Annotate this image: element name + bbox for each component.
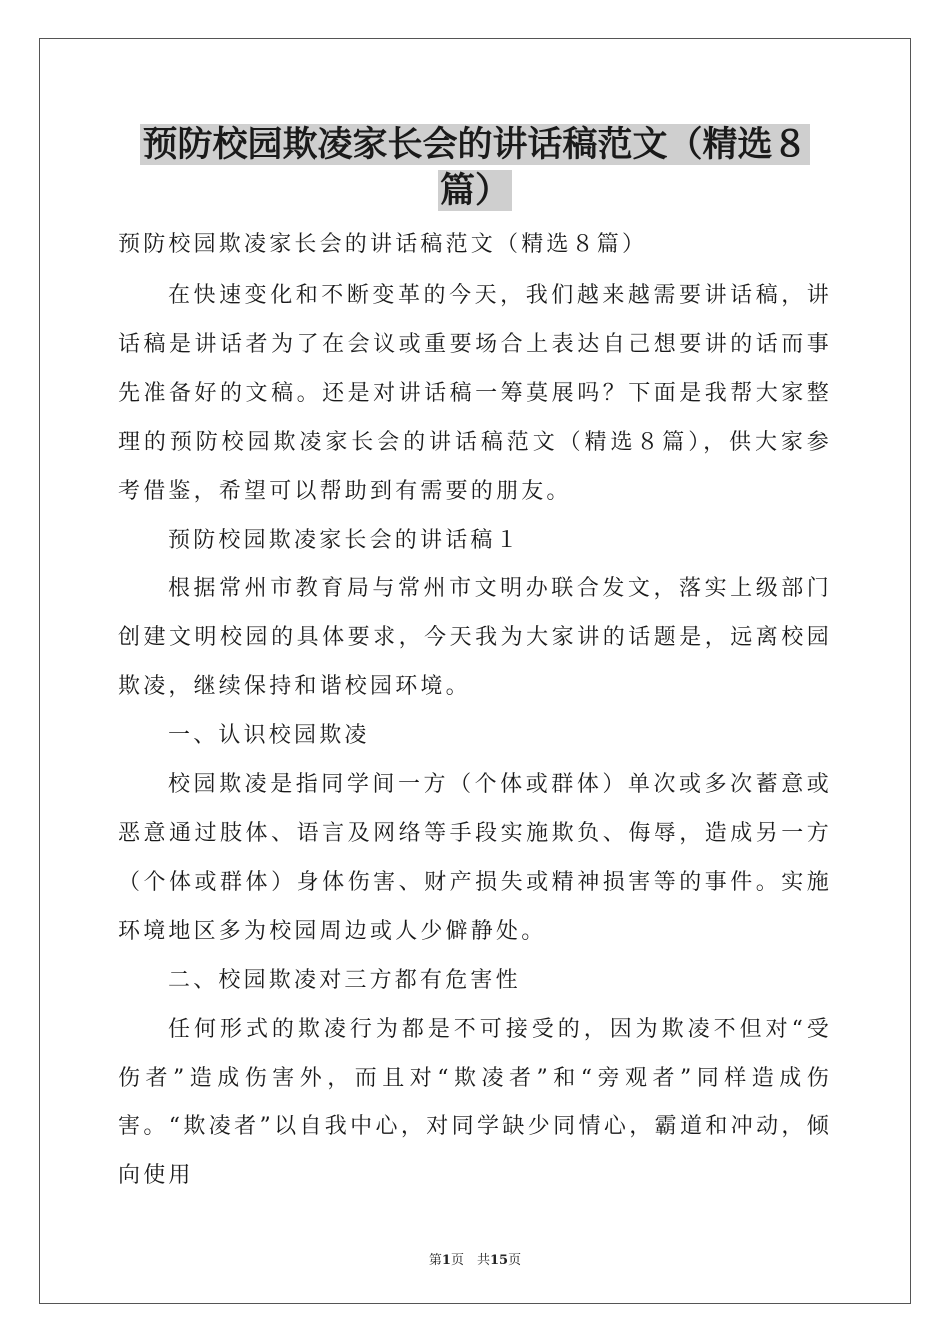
body-paragraph: 校园欺凌是指同学间一方（个体或群体）单次或多次蓄意或恶意通过肢体、语言及网络等手段实施欺负、侮辱，造成另一方（个体或群体）身体伤害、财产损失或精神损害等的事件。实施环境地区多为校园周边或人少僻静处。 xyxy=(118,772,832,944)
subtitle-paragraph: 预防校园欺凌家长会的讲话稿范文（精选８篇） xyxy=(118,232,648,257)
footer-mid: 页 共 xyxy=(450,1253,490,1268)
section-heading-speech-1: 预防校园欺凌家长会的讲话稿１ xyxy=(168,527,521,553)
intro-paragraph: 在快速变化和不断变革的今天，我们越来越需要讲话稿，讲话稿是讲话者为了在会议或重要场合上表达自己想要讲的话而事先准备好的文稿。还是对讲话稿一筹莫展吗？下面是我帮大家整理的预防校园欺凌家长会的讲话稿范文（精选８篇），供大家参考借鉴，希望可以帮助到有需要的朋友。 xyxy=(118,283,832,504)
footer-suffix: 页 xyxy=(508,1253,522,1268)
title-line-2: 篇） xyxy=(439,170,510,211)
document-title xyxy=(118,122,832,214)
footer-total-pages: 15 xyxy=(489,1253,509,1268)
footer-prefix: 第 xyxy=(428,1253,442,1268)
document-body xyxy=(118,222,832,1201)
body-paragraph: 根据常州市教育局与常州市文明办联合发文，落实上级部门创建文明校园的具体要求，今天我为大家讲的话题是，远离校园欺凌，继续保持和谐校园环境。 xyxy=(118,576,832,700)
title-line-1: 预防校园欺凌家长会的讲话稿范文（精选８ xyxy=(142,124,808,165)
footer-current-page: 1 xyxy=(441,1253,451,1268)
body-paragraph: 任何形式的欺凌行为都是不可接受的，因为欺凌不但对“受伤者”造成伤害外，而且对“欺凌者”和“旁观者”同样造成伤害。“欺凌者”以自我中心，对同学缺少同情心，霸道和冲动，倾向使用 xyxy=(118,1016,832,1189)
section-heading-1: 一、认识校园欺凌 xyxy=(168,723,370,749)
section-heading-2: 二、校园欺凌对三方都有危害性 xyxy=(168,967,521,993)
page-footer xyxy=(0,1249,950,1268)
